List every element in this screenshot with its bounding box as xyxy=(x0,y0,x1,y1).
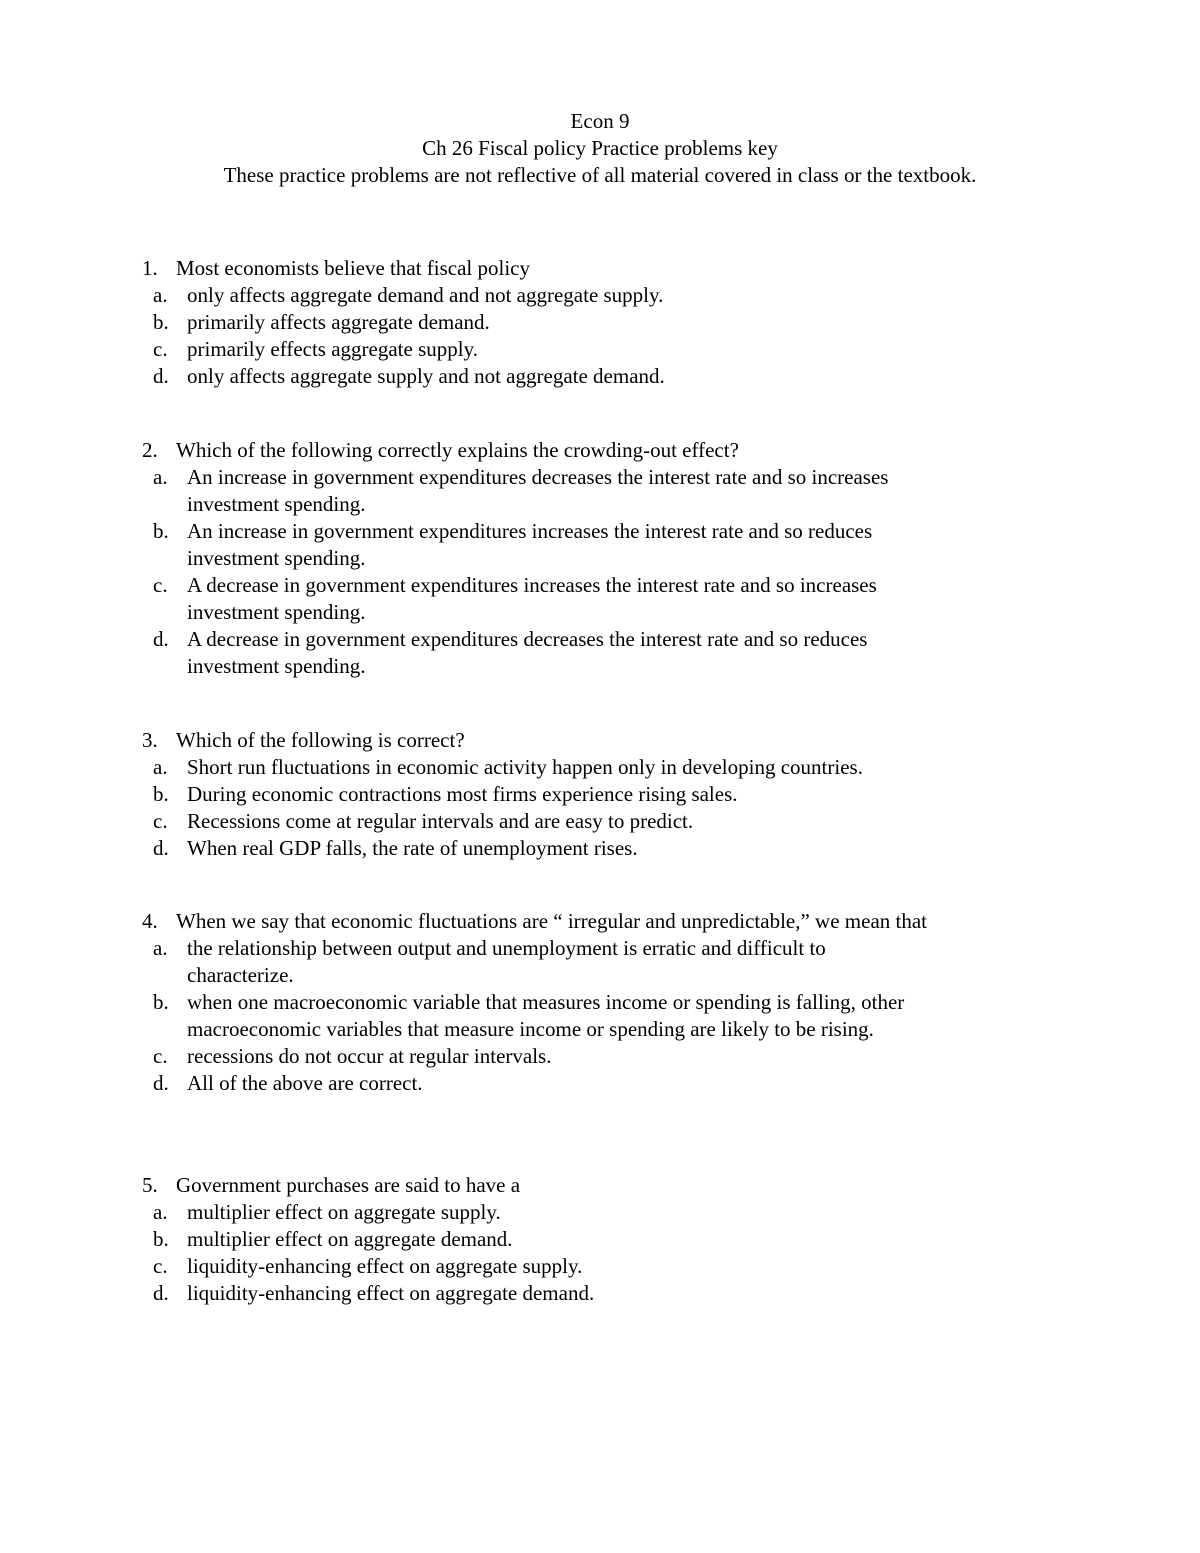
answer-option xyxy=(142,626,962,680)
option-letter: a. xyxy=(153,465,168,489)
option-text: primarily affects aggregate demand. xyxy=(187,310,490,334)
option-letter: d. xyxy=(153,836,169,860)
answer-option xyxy=(142,1280,962,1307)
option-letter: b. xyxy=(153,310,169,334)
question-4 xyxy=(142,908,1042,1097)
answer-option xyxy=(142,1070,962,1097)
question-text: When we say that economic fluctuations are “ irregular and unpredictable,” we mean that xyxy=(176,909,928,933)
answer-options xyxy=(142,754,1042,862)
option-text: liquidity-enhancing effect on aggregate supply. xyxy=(187,1254,583,1278)
option-text: when one macroeconomic variable that measures income or spending is falling, other macroeconomic variables that measure income or spending are likely to be rising. xyxy=(187,990,905,1041)
option-letter: c. xyxy=(153,1254,168,1278)
option-text: Short run fluctuations in economic activity happen only in developing countries. xyxy=(187,755,863,779)
option-letter: c. xyxy=(153,809,168,833)
answer-option xyxy=(142,336,962,363)
question-number: 4. xyxy=(142,909,158,933)
answer-option xyxy=(142,464,922,518)
question-number: 1. xyxy=(142,256,158,280)
option-text: the relationship between output and unemployment is erratic and difficult to characterize. xyxy=(187,936,826,987)
option-text: A decrease in government expenditures increases the interest rate and so increases investment spending. xyxy=(187,573,877,624)
answer-option xyxy=(142,282,962,309)
document-header xyxy=(0,108,1200,189)
option-letter: d. xyxy=(153,1281,169,1305)
question-5 xyxy=(142,1172,1042,1307)
option-letter: a. xyxy=(153,1200,168,1224)
answer-option xyxy=(142,363,962,390)
option-letter: c. xyxy=(153,337,168,361)
option-text: An increase in government expenditures increases the interest rate and so reduces investment spending. xyxy=(187,519,873,570)
option-letter: d. xyxy=(153,627,169,651)
option-letter: b. xyxy=(153,519,169,543)
question-text: Which of the following correctly explains the crowding-out effect? xyxy=(176,438,739,462)
answer-option xyxy=(142,518,962,572)
answer-option xyxy=(142,754,1007,781)
option-text: An increase in government expenditures decreases the interest rate and so increases investment spending. xyxy=(187,465,889,516)
question-stem xyxy=(142,255,1042,282)
option-text: Recessions come at regular intervals and are easy to predict. xyxy=(187,809,694,833)
question-2 xyxy=(142,437,1042,680)
question-number: 3. xyxy=(142,728,158,752)
option-letter: c. xyxy=(153,1044,168,1068)
option-text: multiplier effect on aggregate supply. xyxy=(187,1200,501,1224)
option-letter: d. xyxy=(153,364,169,388)
question-1 xyxy=(142,255,1042,390)
document-title: Ch 26 Fiscal policy Practice problems key xyxy=(422,136,778,160)
answer-option xyxy=(142,1253,962,1280)
answer-option xyxy=(142,1199,962,1226)
option-text: only affects aggregate demand and not aggregate supply. xyxy=(187,283,664,307)
option-letter: a. xyxy=(153,283,168,307)
answer-option xyxy=(142,572,962,626)
answer-option xyxy=(142,1043,962,1070)
question-stem xyxy=(142,1172,1042,1199)
option-letter: b. xyxy=(153,1227,169,1251)
question-number: 2. xyxy=(142,438,158,462)
answer-option xyxy=(142,781,962,808)
option-text: liquidity-enhancing effect on aggregate demand. xyxy=(187,1281,595,1305)
answer-option xyxy=(142,935,922,989)
question-text: Which of the following is correct? xyxy=(176,728,465,752)
question-text: Most economists believe that fiscal policy xyxy=(176,256,531,280)
option-letter: b. xyxy=(153,990,169,1014)
question-stem xyxy=(142,727,1042,754)
answer-option xyxy=(142,989,962,1043)
question-3 xyxy=(142,727,1042,862)
answer-options xyxy=(142,935,1042,1097)
option-text: During economic contractions most firms experience rising sales. xyxy=(187,782,738,806)
answer-option xyxy=(142,835,962,862)
option-text: When real GDP falls, the rate of unemployment rises. xyxy=(187,836,638,860)
answer-option xyxy=(142,309,962,336)
option-letter: c. xyxy=(153,573,168,597)
option-letter: b. xyxy=(153,782,169,806)
option-text: All of the above are correct. xyxy=(187,1071,423,1095)
answer-options xyxy=(142,464,1042,680)
option-letter: d. xyxy=(153,1071,169,1095)
answer-options xyxy=(142,1199,1042,1307)
option-text: A decrease in government expenditures decreases the interest rate and so reduces investment spending. xyxy=(187,627,868,678)
answer-option xyxy=(142,808,962,835)
option-text: only affects aggregate supply and not aggregate demand. xyxy=(187,364,665,388)
course-title: Econ 9 xyxy=(570,109,630,133)
option-text: multiplier effect on aggregate demand. xyxy=(187,1227,513,1251)
option-text: recessions do not occur at regular intervals. xyxy=(187,1044,552,1068)
option-letter: a. xyxy=(153,755,168,779)
answer-options xyxy=(142,282,1042,390)
question-stem xyxy=(142,437,1042,464)
question-stem xyxy=(142,908,1042,935)
option-letter: a. xyxy=(153,936,168,960)
option-text: primarily effects aggregate supply. xyxy=(187,337,478,361)
question-text: Government purchases are said to have a xyxy=(176,1173,521,1197)
question-number: 5. xyxy=(142,1173,158,1197)
document-note: These practice problems are not reflective of all material covered in class or the textbook. xyxy=(223,163,977,187)
answer-option xyxy=(142,1226,962,1253)
